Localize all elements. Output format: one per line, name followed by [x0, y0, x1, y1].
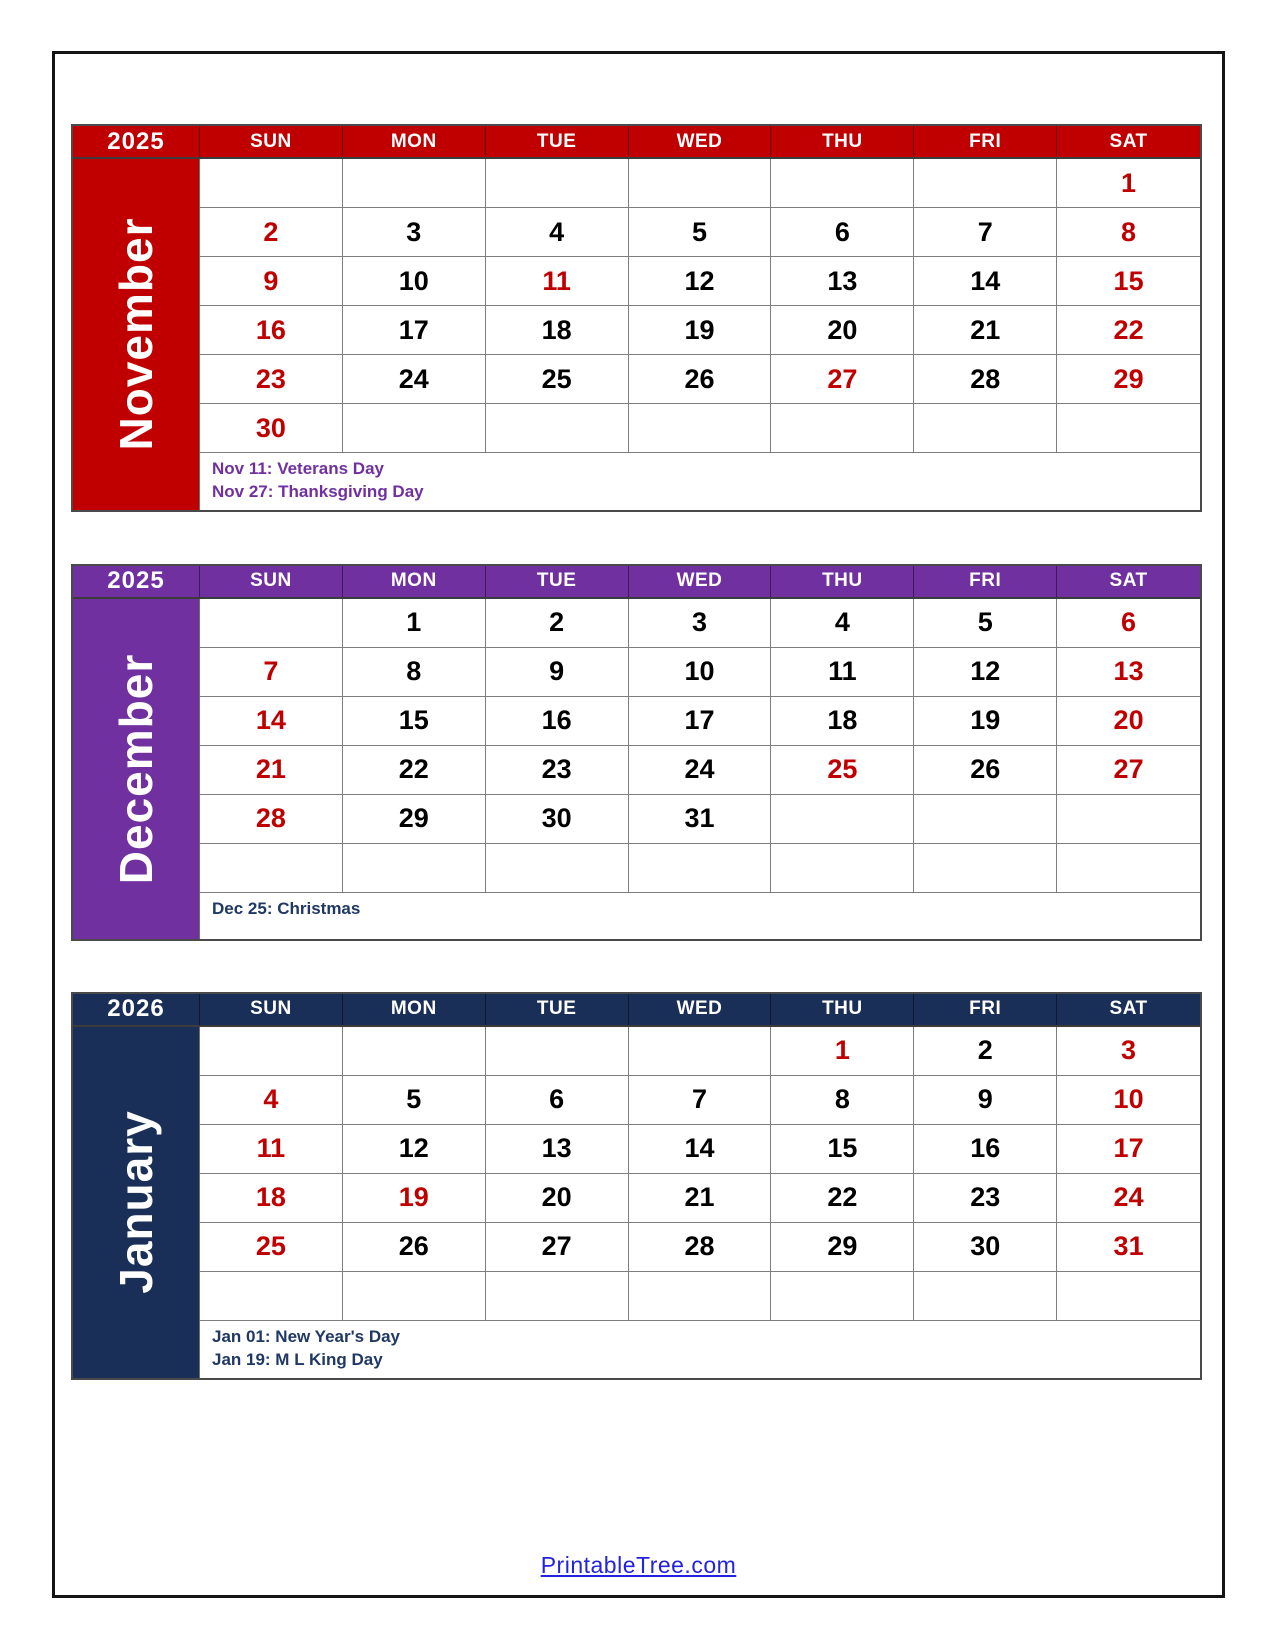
day-number: 18	[255, 1182, 286, 1213]
day-cell	[629, 355, 772, 404]
day-number: 12	[398, 1133, 429, 1164]
day-number: 12	[684, 265, 715, 296]
day-cell-empty	[486, 844, 629, 893]
month-name-label: November	[110, 217, 162, 451]
day-number: 4	[834, 607, 850, 638]
holiday-note: Nov 27: Thanksgiving Day	[212, 482, 424, 502]
day-cell	[629, 1223, 772, 1272]
year-label: 2025	[73, 126, 200, 157]
day-number: 9	[977, 1084, 993, 1115]
day-number: 13	[827, 265, 858, 296]
day-number: 3	[1121, 1035, 1137, 1066]
day-cell	[486, 648, 629, 697]
day-cell-empty	[200, 1272, 343, 1321]
day-number: 11	[256, 1133, 286, 1164]
day-cell	[914, 599, 1057, 648]
day-cell	[1057, 1174, 1200, 1223]
day-cell	[771, 355, 914, 404]
day-cell	[200, 1076, 343, 1125]
weekday-header-mon: MON	[343, 566, 486, 597]
day-cell	[486, 257, 629, 306]
footer	[55, 1552, 1222, 1579]
day-number: 11	[542, 265, 571, 296]
weekday-header-tue: TUE	[486, 126, 629, 157]
day-cell	[343, 306, 486, 355]
day-number: 29	[827, 1231, 858, 1262]
day-cell	[1057, 208, 1200, 257]
day-cell	[1057, 1125, 1200, 1174]
day-cell	[200, 208, 343, 257]
weekday-header-sun: SUN	[200, 994, 343, 1025]
day-number: 31	[1113, 1231, 1144, 1262]
day-number: 16	[255, 314, 286, 345]
day-cell-empty	[486, 1272, 629, 1321]
day-cell	[914, 1125, 1057, 1174]
day-number: 13	[1113, 656, 1144, 687]
day-number: 15	[827, 1133, 858, 1164]
day-cell	[914, 697, 1057, 746]
day-number: 26	[970, 754, 1001, 785]
holiday-notes	[200, 893, 1200, 939]
day-number: 4	[263, 1084, 279, 1115]
day-cell-empty	[1057, 795, 1200, 844]
day-cell-empty	[200, 159, 343, 208]
holiday-note: Jan 19: M L King Day	[212, 1350, 383, 1370]
day-cell	[200, 1223, 343, 1272]
calendar-december-2025	[71, 564, 1202, 941]
day-cell	[343, 648, 486, 697]
page-border-sheet	[52, 51, 1225, 1598]
day-cell	[1057, 746, 1200, 795]
day-cell	[771, 1223, 914, 1272]
day-number: 29	[1113, 363, 1144, 394]
day-number: 16	[970, 1133, 1001, 1164]
day-cell	[629, 795, 772, 844]
day-number: 24	[398, 363, 429, 394]
calendar-body	[73, 1027, 1200, 1378]
day-cell	[629, 1174, 772, 1223]
weekday-header-tue: TUE	[486, 566, 629, 597]
weekday-header-sat: SAT	[1057, 126, 1200, 157]
day-number: 11	[828, 656, 857, 687]
day-cell-empty	[486, 159, 629, 208]
day-cell	[771, 746, 914, 795]
day-number: 20	[541, 1182, 572, 1213]
calendar-header-row	[73, 994, 1200, 1027]
day-number: 26	[398, 1231, 429, 1262]
day-cell-empty	[343, 159, 486, 208]
day-number: 18	[827, 705, 858, 736]
day-cell-empty	[629, 844, 772, 893]
printabletree-link[interactable]: PrintableTree.com	[540, 1551, 737, 1578]
day-cell-empty	[771, 159, 914, 208]
day-cell	[343, 257, 486, 306]
day-number: 30	[541, 803, 572, 834]
year-label: 2026	[73, 994, 200, 1025]
month-name-band	[73, 1027, 200, 1378]
day-cell	[771, 1027, 914, 1076]
day-cell-empty	[486, 404, 629, 453]
day-number: 23	[970, 1182, 1001, 1213]
day-number: 2	[977, 1035, 993, 1066]
holiday-note: Nov 11: Veterans Day	[212, 459, 384, 478]
calendar-november-2025	[71, 124, 1202, 512]
day-cell	[200, 1125, 343, 1174]
day-number: 1	[1121, 167, 1137, 198]
day-number: 14	[970, 265, 1001, 296]
day-cell	[629, 257, 772, 306]
day-cell-empty	[629, 404, 772, 453]
day-cell-empty	[771, 404, 914, 453]
weekday-header-mon: MON	[343, 994, 486, 1025]
day-number: 27	[827, 363, 858, 394]
weekday-header-sun: SUN	[200, 566, 343, 597]
day-cell-empty	[486, 1027, 629, 1076]
day-number: 30	[255, 412, 286, 443]
day-cell	[343, 746, 486, 795]
day-number: 8	[834, 1084, 850, 1115]
weekday-header-tue: TUE	[486, 994, 629, 1025]
day-cell-empty	[343, 1027, 486, 1076]
day-number: 14	[255, 705, 286, 736]
day-number: 24	[1113, 1182, 1144, 1213]
day-number: 6	[549, 1084, 565, 1115]
day-cell	[771, 1125, 914, 1174]
day-cell-empty	[629, 1027, 772, 1076]
day-cell	[343, 355, 486, 404]
day-cell	[1057, 1027, 1200, 1076]
day-cell	[1057, 1076, 1200, 1125]
month-name-label: January	[110, 1110, 162, 1295]
calendar-header-row	[73, 566, 1200, 599]
day-cell-empty	[914, 1272, 1057, 1321]
day-cell	[914, 648, 1057, 697]
day-number: 17	[684, 705, 715, 736]
day-number: 31	[684, 803, 715, 834]
day-number: 27	[1113, 754, 1144, 785]
day-cell-empty	[771, 795, 914, 844]
day-cell-empty	[1057, 1272, 1200, 1321]
holiday-note: Jan 01: New Year's Day	[212, 1326, 401, 1346]
day-number: 28	[684, 1231, 715, 1262]
holiday-notes	[200, 1321, 1200, 1378]
day-cell	[629, 306, 772, 355]
day-cell	[914, 306, 1057, 355]
day-cell	[629, 208, 772, 257]
calendar-body	[73, 159, 1200, 510]
day-number: 10	[684, 656, 715, 687]
month-name-label: December	[110, 653, 162, 885]
day-number: 28	[970, 363, 1001, 394]
day-cell	[486, 208, 629, 257]
day-number: 2	[549, 607, 565, 638]
day-number: 5	[406, 1084, 422, 1115]
calendar-header-row	[73, 126, 1200, 159]
day-number: 12	[970, 656, 1001, 687]
day-cell	[1057, 1223, 1200, 1272]
day-cell	[486, 1125, 629, 1174]
day-number: 8	[406, 656, 422, 687]
day-cell-empty	[343, 844, 486, 893]
day-cell-empty	[914, 159, 1057, 208]
day-number: 15	[1113, 265, 1144, 296]
day-number: 23	[255, 363, 286, 394]
weekday-header-thu: THU	[771, 994, 914, 1025]
day-number: 2	[263, 216, 279, 247]
calendar-january-2026	[71, 992, 1202, 1380]
day-cell	[914, 1223, 1057, 1272]
weekday-header-thu: THU	[771, 566, 914, 597]
day-cell-empty	[1057, 844, 1200, 893]
day-cell-empty	[771, 844, 914, 893]
day-number: 3	[406, 216, 422, 247]
day-cell	[914, 257, 1057, 306]
day-cell	[1057, 159, 1200, 208]
day-number: 7	[977, 216, 993, 247]
day-cell	[914, 1076, 1057, 1125]
day-cell	[629, 697, 772, 746]
day-number: 20	[1113, 705, 1144, 736]
day-number: 1	[406, 607, 422, 638]
day-number: 23	[541, 754, 572, 785]
day-cell	[1057, 599, 1200, 648]
day-cell-empty	[914, 795, 1057, 844]
day-number: 19	[684, 314, 715, 345]
day-cell	[200, 257, 343, 306]
day-cell	[343, 599, 486, 648]
holiday-note: Dec 25: Christmas	[212, 898, 361, 918]
day-number: 17	[1113, 1133, 1144, 1164]
day-number: 22	[827, 1182, 858, 1213]
day-number: 25	[827, 754, 858, 785]
day-cell	[343, 1174, 486, 1223]
day-cell	[914, 355, 1057, 404]
day-cell	[486, 1076, 629, 1125]
day-cell	[629, 746, 772, 795]
day-number: 9	[263, 265, 279, 296]
day-number: 25	[255, 1231, 286, 1262]
day-cell	[914, 208, 1057, 257]
day-cell	[200, 697, 343, 746]
day-cell	[771, 257, 914, 306]
weekday-header-thu: THU	[771, 126, 914, 157]
day-number: 29	[398, 803, 429, 834]
day-cell	[914, 746, 1057, 795]
year-label: 2025	[73, 566, 200, 597]
day-cell-empty	[1057, 404, 1200, 453]
day-number: 22	[1113, 314, 1144, 345]
day-cell	[1057, 355, 1200, 404]
day-cell	[1057, 257, 1200, 306]
day-number: 26	[684, 363, 715, 394]
weekday-header-wed: WED	[629, 126, 772, 157]
day-cell	[486, 1174, 629, 1223]
day-cell	[486, 355, 629, 404]
day-cell	[1057, 306, 1200, 355]
day-cell	[771, 1174, 914, 1223]
day-cell	[200, 404, 343, 453]
day-cell	[629, 599, 772, 648]
month-name-band	[73, 599, 200, 939]
day-number: 19	[970, 705, 1001, 736]
day-cell-empty	[200, 844, 343, 893]
day-cell-empty	[343, 404, 486, 453]
day-cell	[771, 306, 914, 355]
day-cell	[200, 1174, 343, 1223]
day-cell-empty	[914, 844, 1057, 893]
day-number: 14	[684, 1133, 715, 1164]
day-number: 1	[834, 1035, 850, 1066]
day-cell	[486, 697, 629, 746]
day-cell	[343, 1076, 486, 1125]
day-number: 20	[827, 314, 858, 345]
day-cell-empty	[343, 1272, 486, 1321]
weekday-header-fri: FRI	[914, 566, 1057, 597]
weekday-header-mon: MON	[343, 126, 486, 157]
day-number: 6	[1121, 607, 1137, 638]
day-cell	[343, 697, 486, 746]
day-number: 28	[255, 803, 286, 834]
day-cell	[771, 1076, 914, 1125]
day-number: 10	[398, 265, 429, 296]
day-number: 3	[691, 607, 707, 638]
day-cell-empty	[629, 159, 772, 208]
day-number: 5	[691, 216, 707, 247]
weekday-header-sat: SAT	[1057, 566, 1200, 597]
day-number: 17	[398, 314, 429, 345]
day-cell	[343, 1125, 486, 1174]
day-cell	[771, 599, 914, 648]
day-number: 30	[970, 1231, 1001, 1262]
day-number: 8	[1121, 216, 1137, 247]
day-cell	[1057, 697, 1200, 746]
day-cell	[486, 795, 629, 844]
day-cell	[486, 306, 629, 355]
day-number: 15	[398, 705, 429, 736]
day-number: 21	[255, 754, 286, 785]
day-cell	[486, 746, 629, 795]
month-name-band	[73, 159, 200, 510]
day-cell	[343, 208, 486, 257]
weekday-header-sun: SUN	[200, 126, 343, 157]
day-cell	[343, 795, 486, 844]
day-number: 16	[541, 705, 572, 736]
day-cell	[629, 1076, 772, 1125]
day-number: 4	[549, 216, 565, 247]
day-cell	[629, 648, 772, 697]
day-cell	[914, 1174, 1057, 1223]
day-cell	[1057, 648, 1200, 697]
day-cell	[771, 648, 914, 697]
day-number: 27	[541, 1231, 572, 1262]
day-cell	[771, 697, 914, 746]
day-cell-empty	[200, 1027, 343, 1076]
day-cell-empty	[914, 404, 1057, 453]
weekday-header-sat: SAT	[1057, 994, 1200, 1025]
day-number: 21	[684, 1182, 715, 1213]
day-cell	[200, 306, 343, 355]
day-number: 13	[541, 1133, 572, 1164]
day-cell	[200, 795, 343, 844]
day-number: 24	[684, 754, 715, 785]
weekday-header-wed: WED	[629, 994, 772, 1025]
day-number: 7	[263, 656, 279, 687]
day-number: 25	[541, 363, 572, 394]
weekday-header-wed: WED	[629, 566, 772, 597]
day-cell	[200, 355, 343, 404]
day-cell-empty	[629, 1272, 772, 1321]
weekday-header-fri: FRI	[914, 994, 1057, 1025]
day-number: 19	[398, 1182, 429, 1213]
day-number: 5	[977, 607, 993, 638]
day-cell	[629, 1125, 772, 1174]
day-cell	[771, 208, 914, 257]
day-number: 10	[1113, 1084, 1144, 1115]
day-number: 18	[541, 314, 572, 345]
day-number: 7	[691, 1084, 707, 1115]
day-number: 21	[970, 314, 1001, 345]
day-cell-empty	[771, 1272, 914, 1321]
day-number: 6	[834, 216, 850, 247]
day-cell	[486, 1223, 629, 1272]
day-cell	[200, 648, 343, 697]
day-cell	[486, 599, 629, 648]
day-cell	[914, 1027, 1057, 1076]
day-number: 22	[398, 754, 429, 785]
day-number: 9	[549, 656, 565, 687]
calendar-body	[73, 599, 1200, 939]
weekday-header-fri: FRI	[914, 126, 1057, 157]
day-cell-empty	[200, 599, 343, 648]
holiday-notes	[200, 453, 1200, 510]
day-cell	[343, 1223, 486, 1272]
day-cell	[200, 746, 343, 795]
